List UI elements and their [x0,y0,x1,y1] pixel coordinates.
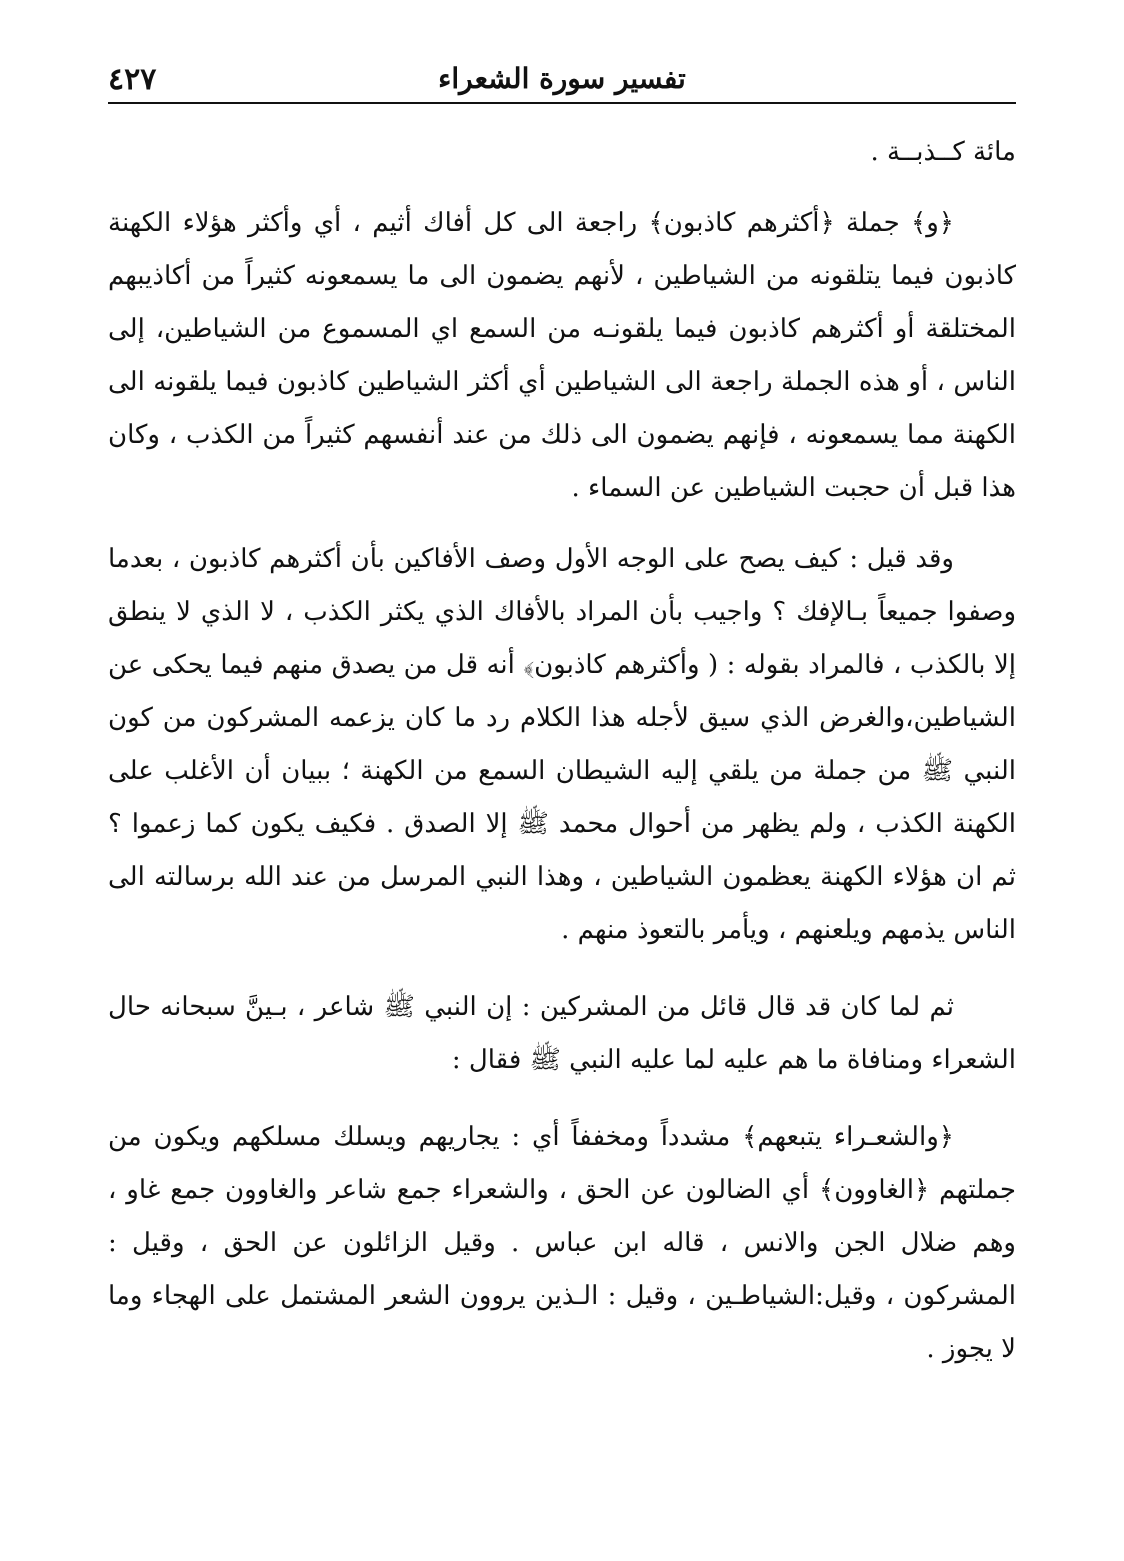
paragraph-4: ثم لما كان قد قال قائل من المشركين : إن النبي ﷺ شاعر ، بـينَّ سبحانه حال الشعراء ومنافاة ما هم عليه لما عليه النبي ﷺ فقال : [108,992,1016,1075]
paragraph-3: وقد قيل : كيف يصح على الوجه الأول وصف الأفاكين بأن أكثرهم كاذبون ، بعدما وصفوا جميعاً بـالإفك ؟ واجيب بأن المراد بالأفاك الذي يكثر الكذب ، لا الذي لا ينطق إلا بالكذب ، فالمراد بقوله : ( وأكثرهم كاذبون﴾ أنه قل من يصدق منهم فيما يحكى عن الشياطين،والغرض الذي سيق لأجله هذا الكلام رد ما كان يزعمه المشركون من كون النبي ﷺ من جملة من يلقي إليه الشيطان السمع من الكهنة ؛ ببيان أن الأغلب على الكهنة الكذب ، ولم يظهر من أحوال محمد ﷺ إلا الصدق . فكيف يكون كما زعموا ؟ ثم ان هؤلاء الكهنة يعظمون الشياطين ، وهذا النبي المرسل من عند الله برسالته الى الناس يذمهم ويلعنهم ، ويأمر بالتعوذ منهم . [108,544,1016,945]
page-number: ٤٢٧ [108,62,157,97]
paragraph-1: مائة كــذبــة . [870,137,1016,167]
page-header [108,62,1016,104]
paragraph-5: ﴿والشعـراء يتبعهم﴾ مشدداً ومخففاً أي : يجاريهم ويسلك مسلكهم ويكون من جملتهم ﴿الغاوون﴾ أي الضالون عن الحق ، والشعراء جمع شاعر والغاوون جمع غاو ، وهم ضلال الجن والانس ، قاله ابن عباس . وقيل الزائلون عن الحق ، وقيل : المشركون ، وقيل:الشياطـين ، وقيل : الـذين يروون الشعر المشتمل على الهجاء وما لا يجوز . [108,1122,1016,1364]
page-body [108,126,1016,1376]
paragraph-2: ﴿و﴾ جملة ﴿أكثرهم كاذبون﴾ راجعة الى كل أفاك أثيم ، أي وأكثر هؤلاء الكهنة كاذبون فيما يتلقونه من الشياطين ، لأنهم يضمون الى ما يسمعونه كثيراً من أكاذيبهم المختلقة أو أكثرهم كاذبون فيما يلقونـه من السمع اي المسموع من الشياطين، إلى الناس ، أو هذه الجملة راجعة الى الشياطين أي أكثر الشياطين كاذبون فيما يلقونه الى الكهنة مما يسمعونه ، فإنهم يضمون الى ذلك من عند أنفسهم كثيراً من الكذب ، وكان هذا قبل أن حجبت الشياطين عن السماء . [108,208,1016,503]
running-title: تفسير سورة الشعراء [438,62,686,95]
